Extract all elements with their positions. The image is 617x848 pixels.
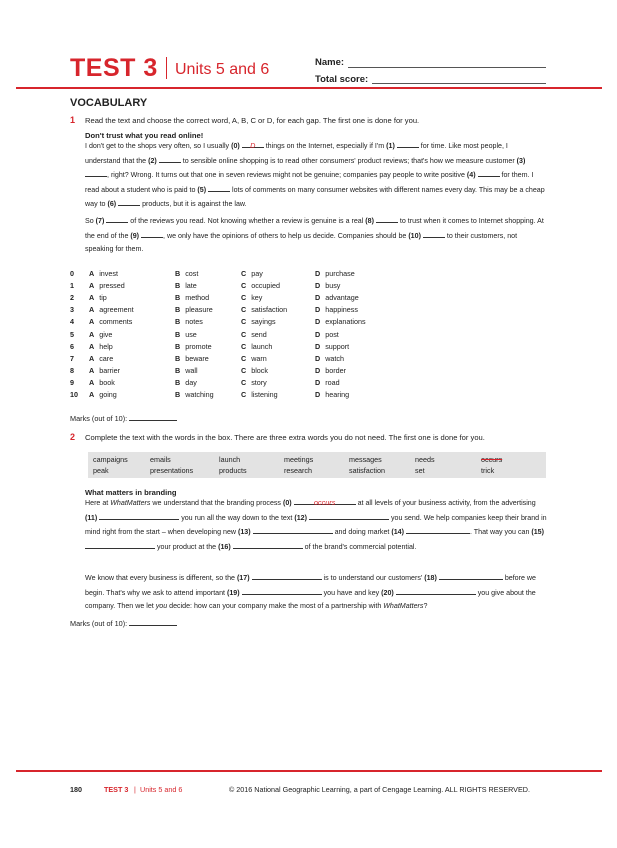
option-b: B watching [175,390,214,399]
word-box-word: messages [349,455,382,464]
option-c: C launch [241,341,273,351]
option-a: A going [89,390,117,399]
option-a: A give [89,329,113,339]
gap-15[interactable] [85,540,155,549]
answer-0-occurs: occurs [294,496,356,505]
option-b: B method [175,293,210,303]
word-box-word: research [284,466,312,475]
total-score-field[interactable] [372,83,546,84]
option-c: C listening [241,390,278,399]
test-title: TEST 3 [70,54,158,82]
name-field[interactable] [348,67,546,68]
footer-units: Units 5 and 6 [140,785,183,794]
option-a: A comments [89,317,133,327]
gap-20[interactable] [396,586,476,595]
word-box-word: emails [150,455,171,464]
gap-12[interactable] [309,511,389,520]
option-d: D explanations [315,317,366,327]
option-d: D purchase [315,269,355,278]
gap-1[interactable] [397,139,419,148]
word-box-word: meetings [284,455,314,464]
footer-divider: | [134,785,136,794]
exercise-1-marks-field[interactable] [129,412,177,421]
word-box-word: products [219,466,247,475]
word-box-word: set [415,466,425,475]
exercise-1-number: 1 [70,115,76,125]
gap-13[interactable] [253,525,333,534]
option-c: C sayings [241,317,276,327]
option-c: C send [241,329,267,339]
name-label: Name: [315,57,345,68]
copyright: © 2016 National Geographic Learning, a part of Cengage Learning. ALL RIGHTS RESERVED. [229,785,530,794]
option-c: C block [241,365,268,375]
option-a: A care [89,353,114,363]
footer-test-label: TEST 3 [104,785,129,794]
option-d: D road [315,377,340,387]
option-d: D advantage [315,293,359,303]
gap-10[interactable] [423,229,445,238]
word-box-word: presentations [150,466,194,475]
option-c: C key [241,293,263,303]
option-number: 0 [70,269,74,278]
gap-16[interactable] [233,540,303,549]
exercise-2-paragraph-2: We know that every business is different, so the (17) is to understand our customers' (18) before we begin. That's why we ask to attend important (19) you have and key (20) you give about the company. Then we let you decide: how can your company make the most of a partnership with WhatMatters? [85,571,547,614]
word-box-word: trick [481,466,495,475]
option-b: B wall [175,365,198,375]
option-number: 5 [70,329,74,339]
exercise-2-marks: Marks (out of 10): [70,617,177,628]
option-b: B use [175,329,197,339]
total-score-label: Total score: [315,74,369,85]
option-a: A help [89,341,113,351]
section-title: VOCABULARY [70,97,148,109]
option-b: B cost [175,269,199,278]
option-d: D watch [315,353,344,363]
exercise-1-paragraph-2: So (7) of the reviews you read. Not knowing whether a review is genuine is a real (8) to trust when it comes to Internet shopping. At the end of the (9) , we only have the opinions of others to help us decide. Companies should be (10) to their customers, not speaking for them. [85,214,545,257]
gap-8[interactable] [376,214,398,223]
word-box-word: peak [93,466,109,475]
exercise-1-instruction: Read the text and choose the correct word, A, B, C or D, for each gap. The first one is done for you. [85,116,420,125]
gap-5[interactable] [208,183,230,192]
option-a: A tip [89,293,107,303]
exercise-1-paragraph-1: I don't get to the shops very often, so I usually (0) D things on the Internet, especially if I'm (1) for time. Like most people, I understand that the (2) to sensible online shopping is to read other consumers' product reviews; that's how we measure customer (3) , right? Wrong. It turns out that one in seven reviews might not be genuine; companies pay people to write positive (4) for them. I read about a student who is paid to (5) lots of comments on many consumer websites with different names every day. This may be a cheap way to (6) products, but it is against the law. [85,141,545,209]
page-number: 180 [70,785,82,794]
option-d: D happiness [315,305,358,315]
option-d: D border [315,365,346,375]
option-c: C satisfaction [241,305,288,315]
word-box-word: launch [219,455,241,464]
exercise-2-marks-field[interactable] [129,617,177,626]
option-number: 3 [70,305,74,315]
option-a: A invest [89,269,118,278]
gap-2[interactable] [159,154,181,163]
answer-0: D [242,139,264,148]
gap-3[interactable] [85,168,107,177]
option-c: C pay [241,269,263,278]
footer-rule [16,770,602,772]
gap-14[interactable] [406,525,470,534]
gap-9[interactable] [141,229,163,238]
option-number: 9 [70,377,74,387]
word-box-word: campaigns [93,455,128,464]
option-a: A agreement [89,305,134,315]
option-number: 2 [70,293,74,303]
gap-11[interactable] [99,511,179,520]
title-divider [166,57,167,79]
exercise-2-instruction: Complete the text with the words in the box. There are three extra words you do not need. The first one is done for you. [85,433,485,442]
option-c: C occupied [241,281,280,291]
exercise-1-marks: Marks (out of 10): [70,412,177,423]
option-b: B day [175,377,197,387]
option-c: C story [241,377,267,387]
option-b: B late [175,281,197,291]
gap-17[interactable] [252,571,322,580]
word-box-word: satisfaction [349,466,385,475]
option-number: 6 [70,341,74,351]
gap-6[interactable] [118,197,140,206]
option-number: 4 [70,317,74,327]
option-b: B promote [175,341,212,351]
option-d: D support [315,341,350,351]
option-a: A barrier [89,365,120,375]
exercise-1-subtitle: Don't trust what you read online! [85,131,204,140]
units-subtitle: Units 5 and 6 [175,61,270,78]
option-d: D busy [315,281,341,291]
option-a: A book [89,377,115,387]
word-box-word: occurs [481,455,503,464]
option-a: A pressed [89,281,125,291]
exercise-2-subtitle: What matters in branding [85,488,177,497]
option-c: C warn [241,353,267,363]
option-number: 10 [70,390,78,399]
option-number: 7 [70,353,74,363]
exercise-2-paragraph-1: Here at WhatMatters we understand that the branding process (0) occurs at all levels of your business activity, from the advertising (11) you run all the way down to the text (12) you send. We help companies keep their brand in mind right from the start – when developing new (13) and doing market (14) . That way you can (15) your product at the (16) of the brand's commercial potential. [85,498,547,551]
option-b: B beware [175,353,209,363]
option-b: B pleasure [175,305,213,315]
gap-7[interactable] [106,214,128,223]
option-number: 8 [70,365,74,375]
option-d: D post [315,329,339,339]
gap-19[interactable] [242,586,322,595]
exercise-2-number: 2 [70,432,76,442]
option-d: D hearing [315,390,350,399]
option-b: B notes [175,317,203,327]
word-box-word: needs [415,455,435,464]
gap-18[interactable] [439,571,503,580]
gap-4[interactable] [478,168,500,177]
option-number: 1 [70,281,74,291]
header-rule [16,87,602,89]
